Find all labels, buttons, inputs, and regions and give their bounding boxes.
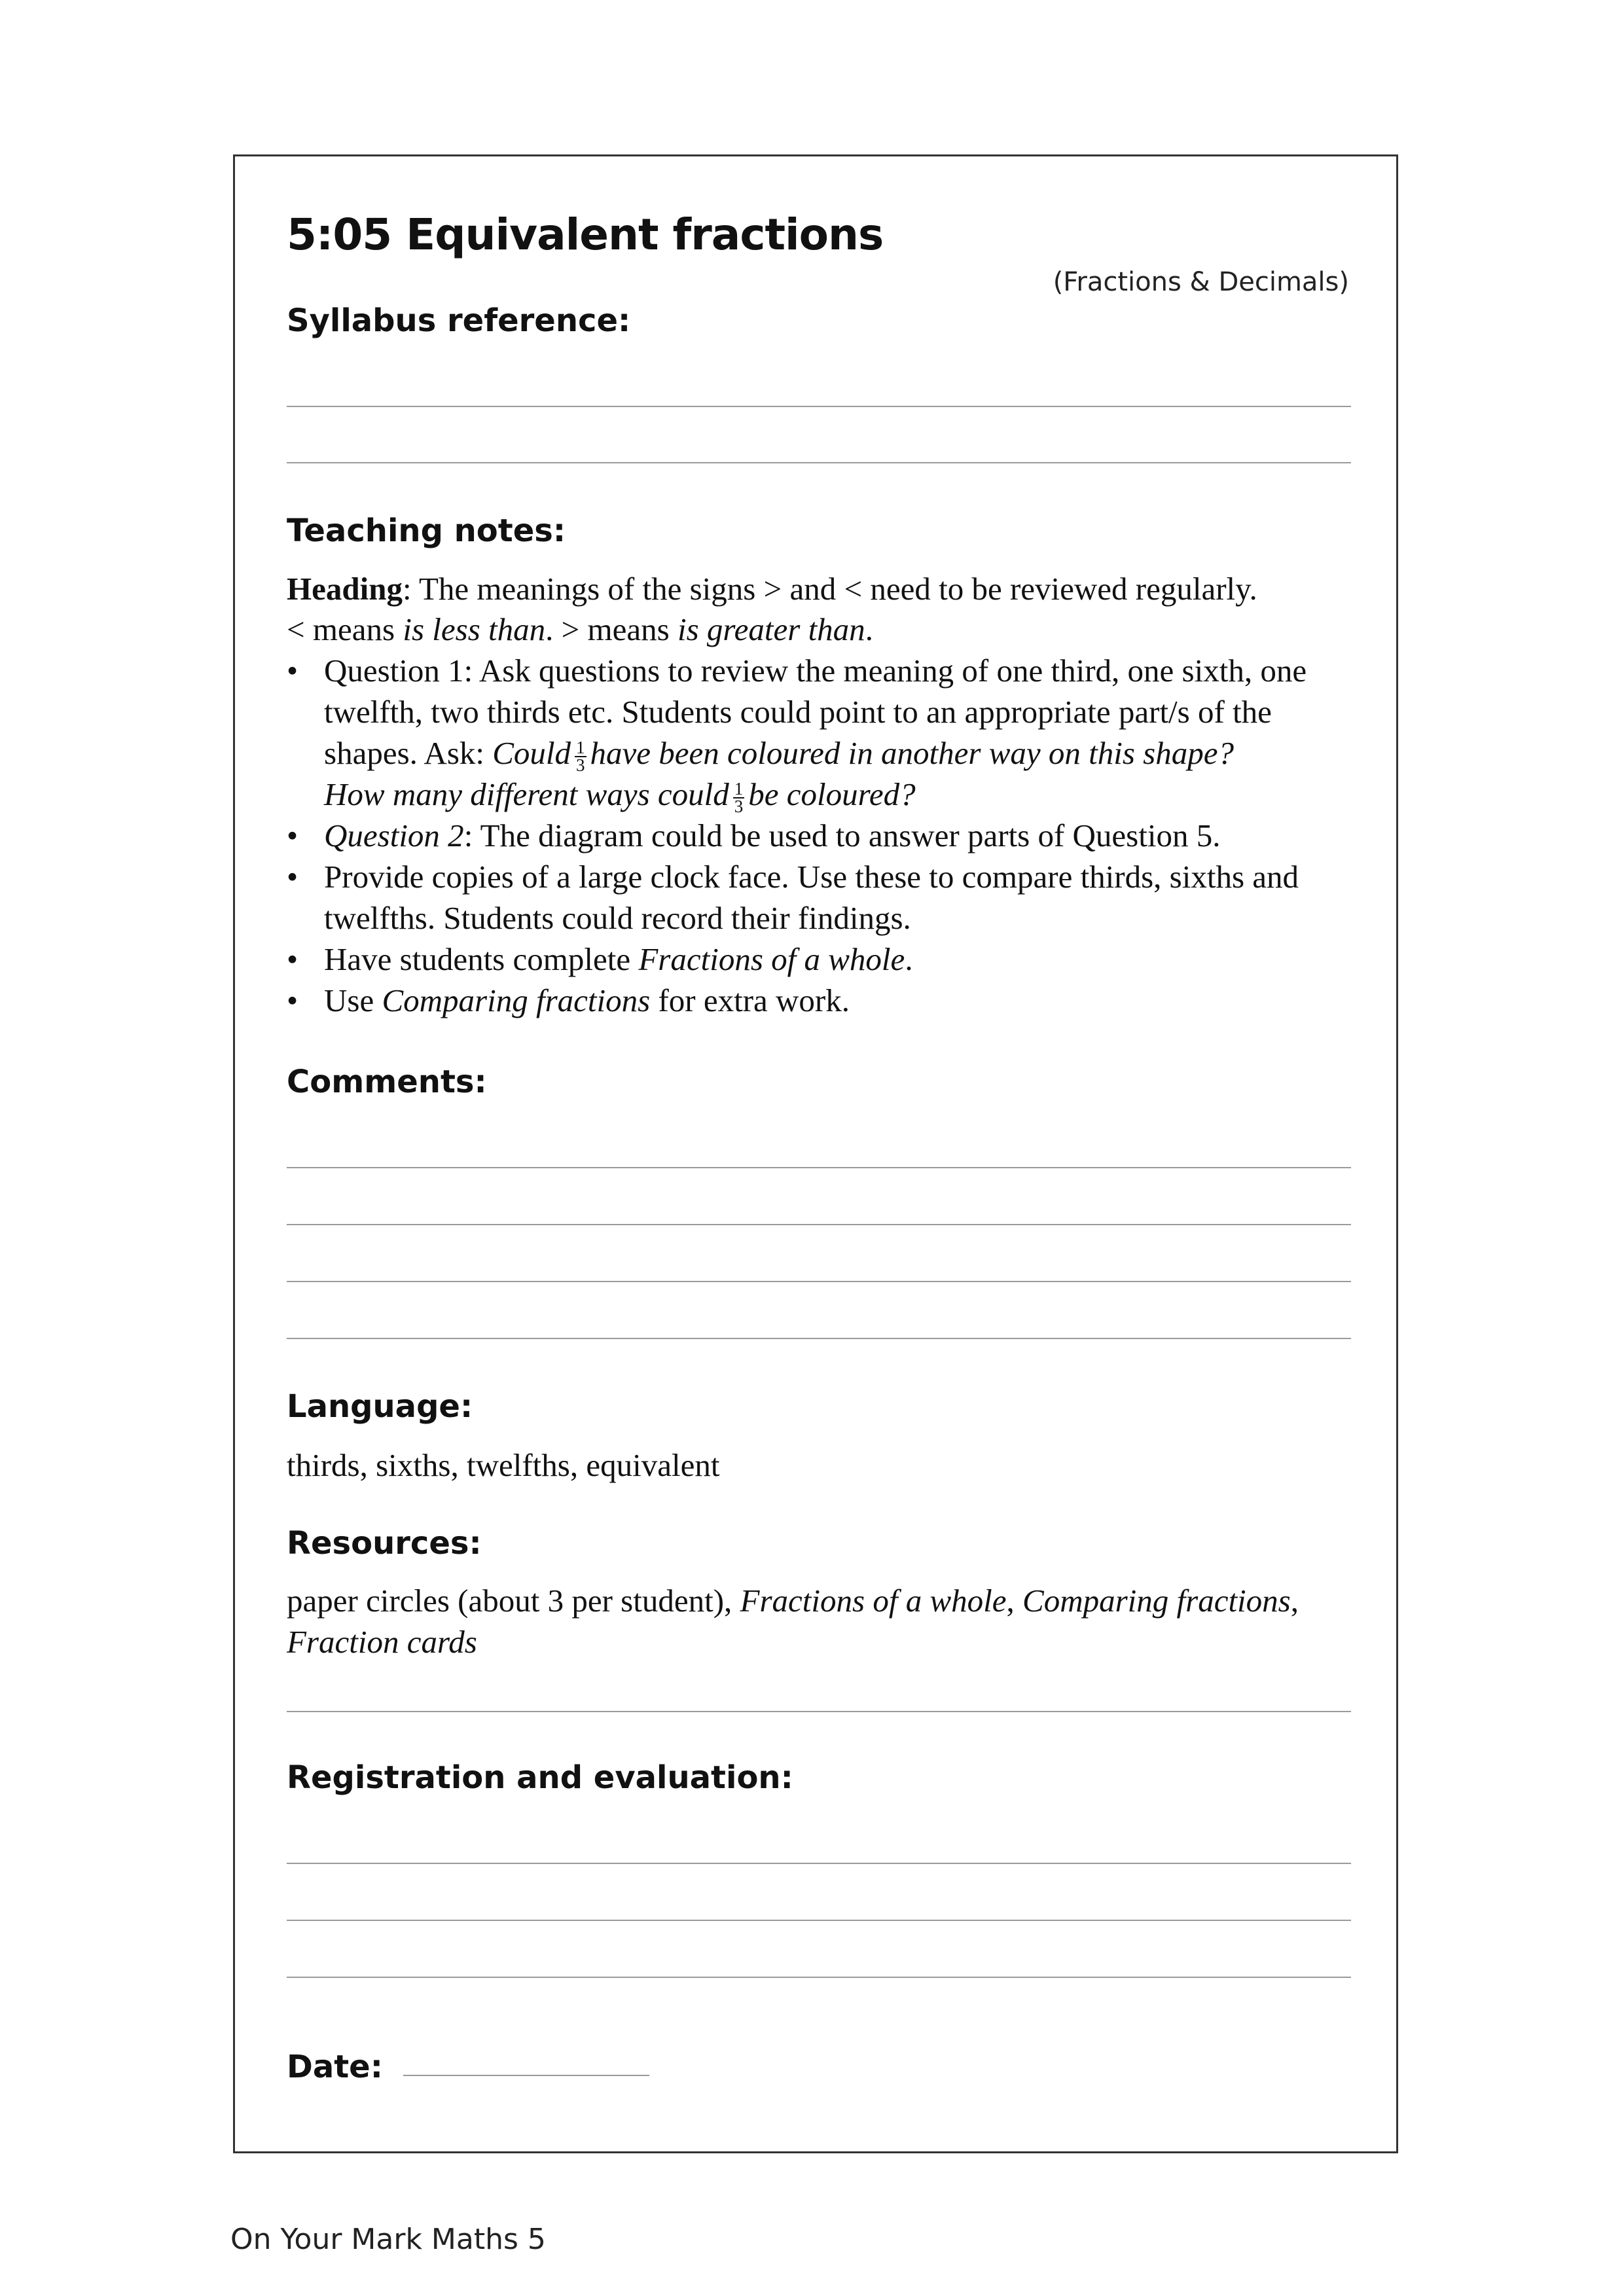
use-text: for extra work. xyxy=(650,982,850,1018)
page-title: 5:05 Equivalent fractions xyxy=(287,209,884,260)
comments-heading: Comments: xyxy=(287,1064,487,1100)
q2-text: : The diagram could be used to answer parts of Question 5. xyxy=(463,817,1221,853)
use-title: Comparing fractions xyxy=(382,982,651,1018)
language-text: thirds, sixths, twelfths, equivalent xyxy=(287,1447,720,1483)
heading-note-text: : The meanings of the signs > and < need to be reviewed regularly. xyxy=(402,571,1257,607)
registration-write-line[interactable] xyxy=(287,1920,1351,1921)
date-write-line[interactable] xyxy=(403,2075,649,2076)
fraction-numerator: 1 xyxy=(576,737,585,757)
registration-heading: Registration and evaluation: xyxy=(287,1759,793,1796)
q1-line: twelfth, two thirds etc. Students could point to an appropriate part/s of the xyxy=(324,694,1272,730)
fraction-one-third xyxy=(733,778,745,816)
registration-write-line[interactable] xyxy=(287,1863,1351,1864)
fraction-one-third xyxy=(575,737,586,775)
q1-line xyxy=(324,774,916,815)
q2-line xyxy=(324,815,1220,856)
comments-write-line[interactable] xyxy=(287,1281,1351,1282)
bullet-icon: • xyxy=(287,941,298,977)
resources-write-line[interactable] xyxy=(287,1711,1351,1712)
signs-less-than: is less than xyxy=(403,611,546,647)
resources-heading: Resources: xyxy=(287,1525,482,1562)
syllabus-write-line[interactable] xyxy=(287,462,1351,463)
page-frame xyxy=(233,154,1398,2153)
use-line xyxy=(324,980,850,1021)
complete-line xyxy=(324,939,913,980)
comments-write-line[interactable] xyxy=(287,1338,1351,1339)
q1-question: have been coloured in another way on this shape? xyxy=(590,735,1234,771)
q1-line xyxy=(324,732,1234,774)
signs-note xyxy=(287,609,873,650)
bullet-icon: • xyxy=(287,653,298,689)
date-label: Date: xyxy=(287,2049,383,2085)
signs-greater-than: is greater than xyxy=(677,611,865,647)
q2-label: Question 2 xyxy=(324,817,464,853)
syllabus-heading: Syllabus reference: xyxy=(287,302,631,339)
fraction-denominator: 3 xyxy=(734,796,744,816)
q1-question: How many different ways could xyxy=(324,776,729,812)
resources-line xyxy=(287,1580,1299,1621)
comments-write-line[interactable] xyxy=(287,1224,1351,1225)
resources-text: paper circles (about 3 per student), xyxy=(287,1583,740,1619)
bullet-icon: • xyxy=(287,817,298,853)
use-text: Use xyxy=(324,982,382,1018)
syllabus-write-line[interactable] xyxy=(287,406,1351,407)
signs-text: < means xyxy=(287,611,403,647)
clock-line: twelfths. Students could record their findings. xyxy=(324,900,911,936)
resources-text: , xyxy=(1290,1583,1299,1619)
signs-text: . > means xyxy=(545,611,677,647)
heading-note xyxy=(287,568,1257,609)
q1-text: shapes. Ask: xyxy=(324,735,493,771)
signs-text: . xyxy=(865,611,873,647)
resources-line xyxy=(287,1621,477,1662)
fraction-denominator: 3 xyxy=(576,755,585,775)
teaching-notes-heading: Teaching notes: xyxy=(287,512,566,549)
resources-text: , xyxy=(1006,1583,1023,1619)
q1-line: Question 1: Ask questions to review the meaning of one third, one sixth, one xyxy=(324,653,1307,689)
language-heading: Language: xyxy=(287,1388,473,1425)
q1-question: Could xyxy=(492,735,571,771)
resource-title: Fraction cards xyxy=(287,1624,477,1660)
complete-text: Have students complete xyxy=(324,941,639,977)
subject-label: (Fractions & Decimals) xyxy=(1053,267,1349,297)
fraction-numerator: 1 xyxy=(734,778,744,798)
resource-title: Comparing fractions xyxy=(1022,1583,1291,1619)
resource-title: Fractions of a whole xyxy=(740,1583,1007,1619)
comments-write-line[interactable] xyxy=(287,1167,1351,1168)
bullet-icon: • xyxy=(287,859,298,895)
footer-text: On Your Mark Maths 5 xyxy=(230,2223,546,2256)
q1-question: be coloured? xyxy=(748,776,916,812)
bullet-icon: • xyxy=(287,982,298,1018)
complete-text: . xyxy=(905,941,913,977)
clock-line: Provide copies of a large clock face. Use these to compare thirds, sixths and xyxy=(324,859,1299,895)
complete-title: Fractions of a whole xyxy=(638,941,905,977)
heading-note-label: Heading xyxy=(287,571,403,607)
registration-write-line[interactable] xyxy=(287,1977,1351,1978)
